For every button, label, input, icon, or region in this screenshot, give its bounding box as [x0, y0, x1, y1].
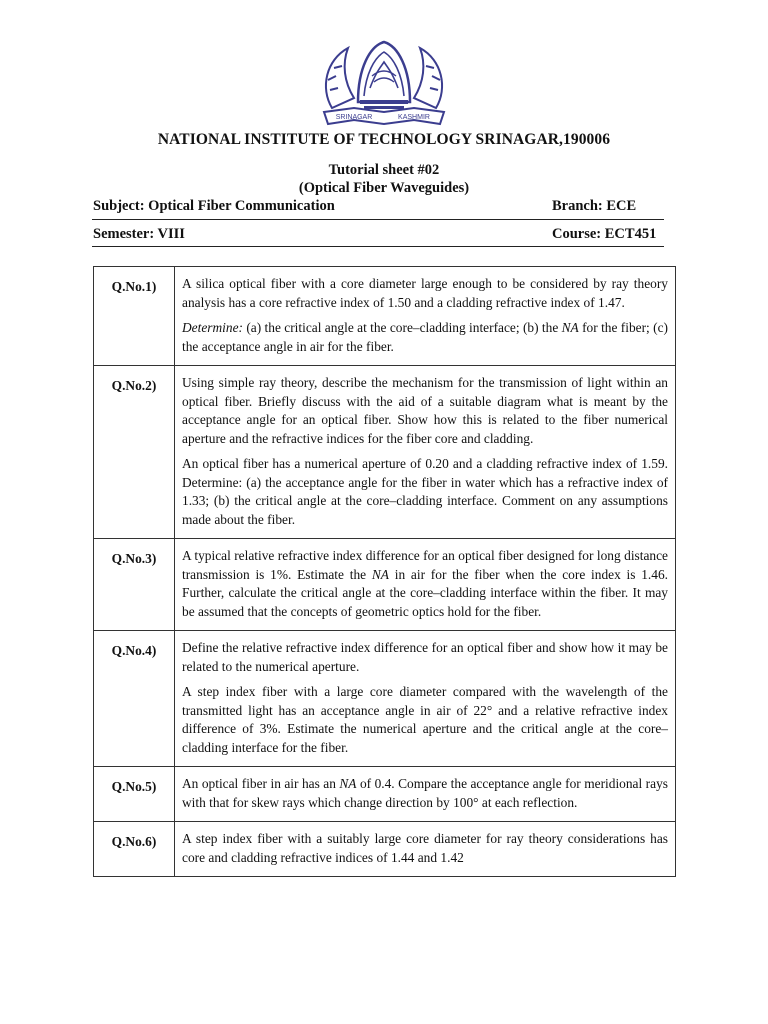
- sheet-subtitle: (Optical Fiber Waveguides): [298, 180, 470, 196]
- question-number: Q.No.3): [94, 539, 175, 631]
- header-divider: [92, 246, 664, 247]
- emphasis-text: NA: [561, 320, 579, 335]
- question-paragraph: [182, 775, 668, 812]
- question-text: [175, 366, 676, 539]
- text-segment: for the fiber; (c) the acceptance angle in air for the fiber.: [182, 320, 668, 354]
- question-number: Q.No.2): [94, 366, 175, 539]
- questions-table: [93, 266, 676, 877]
- question-text: [175, 539, 676, 631]
- question-text: [175, 631, 676, 767]
- question-number: Q.No.4): [94, 631, 175, 767]
- question-number: Q.No.5): [94, 767, 175, 822]
- question-row: [94, 366, 676, 539]
- text-segment: in air for the fiber when the core index is 1.46. Further, calculate the critical angle at the core–cladding interface within the fiber. It may be assumed that the concepts of geometric optics hold for the fiber.: [182, 566, 669, 619]
- question-row: [94, 539, 676, 631]
- question-paragraph: [182, 319, 668, 356]
- question-row: [94, 767, 676, 822]
- question-number: Q.No.1): [94, 267, 175, 366]
- emphasis-text: NA: [339, 776, 357, 791]
- logo-text-kashmir: KASHMIR: [398, 114, 430, 121]
- question-row: [94, 631, 676, 767]
- logo-text-srinagar: SRINAGAR: [335, 114, 373, 121]
- nit-srinagar-emblem-icon: [318, 38, 450, 126]
- emphasis-text: Determine:: [182, 320, 243, 335]
- question-paragraph: A step index fiber with a suitably large core diameter for ray theory considerations has core and cladding refractive indices of 1.44 and 1.42: [182, 831, 668, 865]
- institute-logo: [318, 38, 450, 126]
- branch-label: Branch: ECE: [552, 198, 637, 214]
- question-paragraph: Define the relative refractive index difference for an optical fiber and show how it may be related to the numerical aperture.: [182, 640, 668, 674]
- text-segment: A typical relative refractive index difference for an optical fiber designed for long distance transmission is 1%. Estimate the: [182, 548, 668, 582]
- question-paragraph: An optical fiber has a numerical aperture of 0.20 and a cladding refractive index of 1.59. Determine: (a) the acceptance angle for the fiber in water which has a refractive index of 1.33; (b) the critical angle at the core–cladding interface. Comment on any assumptions made about the fiber.: [182, 456, 668, 527]
- subject-label: Subject: Optical Fiber Communication: [93, 198, 335, 214]
- header-divider: [92, 219, 664, 220]
- question-row: [94, 267, 676, 366]
- institution-name: NATIONAL INSTITUTE OF TECHNOLOGY SRINAGAR,190006: [157, 131, 611, 148]
- text-segment: (a) the critical angle at the core–cladding interface; (b) the: [242, 320, 562, 335]
- question-text: [175, 822, 676, 877]
- text-segment: An optical fiber in air has an: [182, 776, 340, 791]
- emphasis-text: NA: [371, 566, 389, 582]
- question-number: Q.No.6): [94, 822, 175, 877]
- text-segment: of 0.4. Compare the acceptance angle for meridional rays with that for skew rays which change direction by 100° at each reflection.: [182, 776, 668, 810]
- question-paragraph: [182, 547, 668, 621]
- question-paragraph: Using simple ray theory, describe the mechanism for the transmission of light within an optical fiber. Briefly discuss with the aid of a suitable diagram what is meant by the acceptance angle for an optical fiber. Show how this is related to the fiber numerical aperture and the refractive indices for the fiber core and cladding.: [182, 375, 668, 446]
- question-text: [175, 767, 676, 822]
- question-paragraph: A silica optical fiber with a core diameter large enough to be considered by ray theory analysis has a core refractive index of 1.50 and a cladding refractive index of 1.47.: [182, 276, 668, 310]
- question-text: [175, 267, 676, 366]
- course-label: Course: ECT451: [552, 226, 657, 242]
- question-paragraph: A step index fiber with a large core diameter compared with the wavelength of the transmitted light has an acceptance angle in air of 22° and a relative refractive index difference of 3%. Estimate the numerical aperture and the critical angle at the core–cladding interface for the fiber.: [182, 684, 668, 755]
- semester-label: Semester: VIII: [93, 226, 185, 242]
- sheet-title: Tutorial sheet #02: [328, 162, 440, 178]
- question-row: [94, 822, 676, 877]
